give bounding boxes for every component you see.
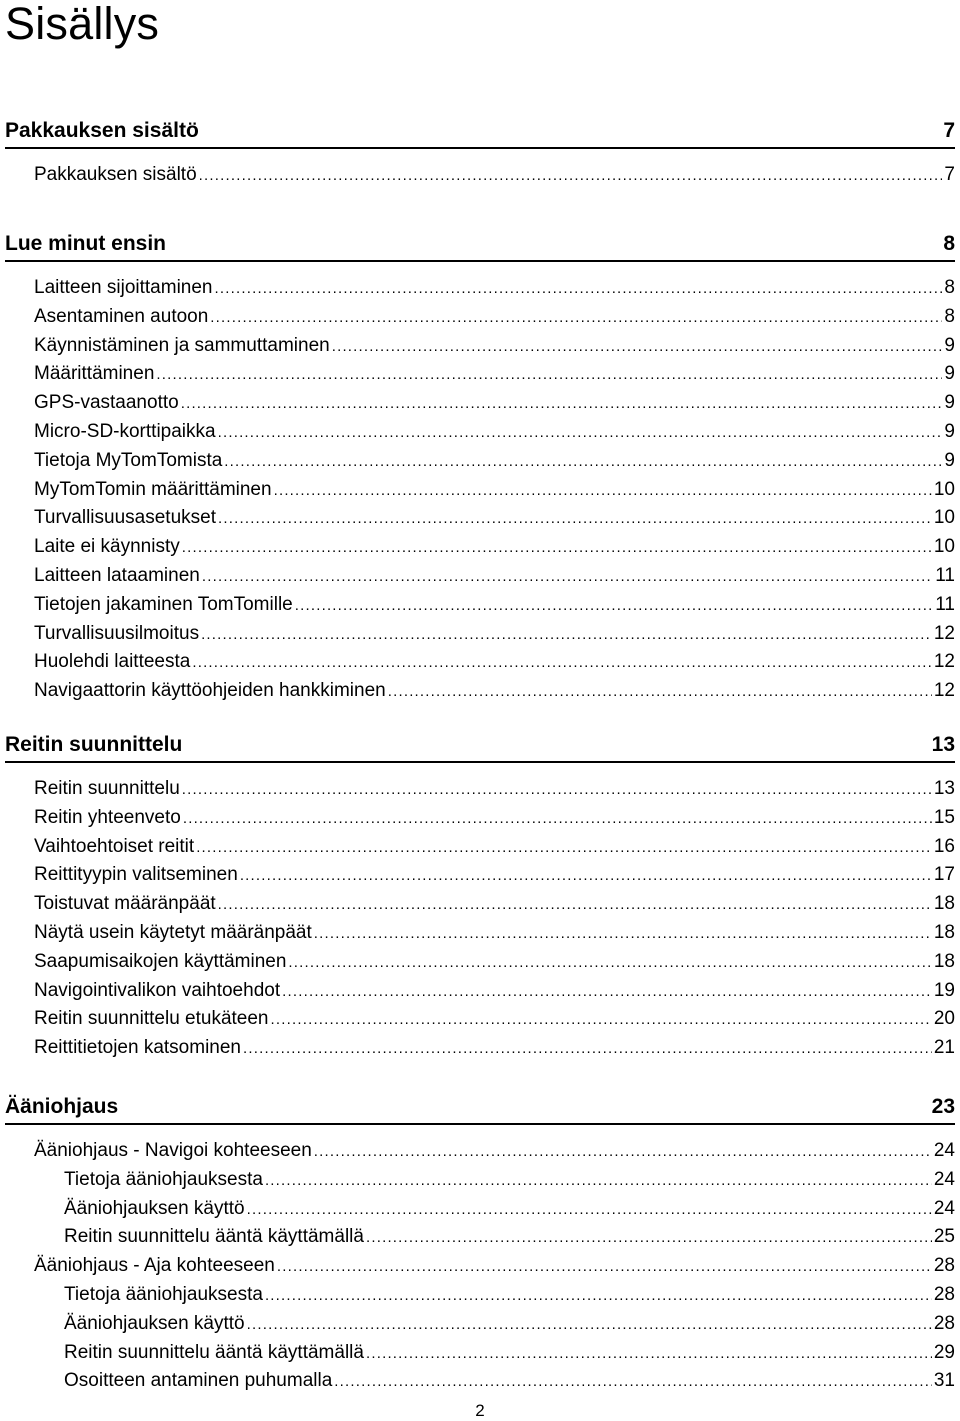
toc-entry-page: 29	[933, 1341, 955, 1363]
dot-leader	[334, 1367, 932, 1396]
dot-leader	[388, 677, 932, 706]
toc-entry[interactable]	[5, 1252, 955, 1281]
toc-entry-label: Reittityypin valitseminen	[34, 864, 238, 886]
toc-entry-label: Osoitteen antaminen puhumalla	[64, 1370, 333, 1392]
dot-leader	[265, 1281, 932, 1310]
toc-entry-page: 12	[933, 622, 955, 644]
toc-entry-label: Micro-SD-korttipaikka	[34, 420, 216, 442]
toc-entry-page: 25	[933, 1226, 955, 1248]
toc-section	[5, 1093, 955, 1396]
toc-entry[interactable]	[5, 1034, 955, 1063]
dot-leader	[247, 1195, 932, 1224]
toc-entry-label: Toistuvat määränpäät	[34, 893, 216, 915]
toc-entry-label: Navigointivalikon vaihtoehdot	[34, 979, 281, 1001]
section-title: Lue minut ensin	[5, 232, 167, 255]
toc-section	[5, 731, 955, 1063]
toc-entry-label: Turvallisuusasetukset	[34, 507, 216, 529]
page-title: Sisällys	[5, 0, 160, 49]
dot-leader	[243, 1034, 932, 1063]
toc-entry-page: 9	[944, 420, 955, 442]
dot-leader	[196, 833, 932, 862]
section-page-number: 8	[943, 232, 955, 255]
toc-entry-label: Laite ei käynnisty	[34, 536, 180, 558]
toc-section	[5, 230, 955, 706]
toc-entry[interactable]	[5, 833, 955, 862]
toc-subentry[interactable]	[5, 1339, 955, 1368]
toc-entry-label: Laitteen lataaminen	[34, 564, 200, 586]
toc-entry-page: 20	[933, 1008, 955, 1030]
dot-leader	[218, 504, 932, 533]
section-title: Reitin suunnittelu	[5, 733, 183, 756]
toc-entry[interactable]	[5, 861, 955, 890]
toc-entry-label: Tietoja MyTomTomista	[34, 449, 223, 471]
dot-leader	[218, 418, 943, 447]
toc-entry-page: 28	[933, 1255, 955, 1277]
toc-entry[interactable]	[5, 504, 955, 533]
toc-entry-page: 8	[944, 305, 955, 327]
toc-entry[interactable]	[5, 919, 955, 948]
toc-entry-page: 10	[933, 536, 955, 558]
toc-entry-page: 9	[944, 449, 955, 471]
section-title: Pakkauksen sisältö	[5, 119, 199, 142]
section-heading[interactable]	[5, 1093, 955, 1125]
toc-entry-list	[5, 274, 955, 706]
toc-entry-label: Reitin suunnittelu	[34, 778, 180, 799]
toc-subentry[interactable]	[5, 1166, 955, 1195]
dot-leader	[156, 360, 942, 389]
toc-entry-label: Vaihtoehtoiset reitit	[34, 835, 195, 857]
toc-entry[interactable]	[5, 677, 955, 706]
section-page-number: 7	[943, 119, 955, 142]
dot-leader	[314, 1137, 932, 1166]
dot-leader	[282, 977, 932, 1006]
toc-entry-label: Reitin suunnittelu etukäteen	[34, 1008, 269, 1030]
toc-subentry[interactable]	[5, 1367, 955, 1396]
toc-entry-page: 10	[933, 478, 955, 500]
toc-entry-label: MyTomTomin määrittäminen	[34, 478, 272, 500]
toc-entry[interactable]	[5, 389, 955, 418]
toc-entry-page: 18	[933, 893, 955, 915]
toc-entry-label: Tietoja ääniohjauksesta	[64, 1168, 263, 1190]
toc-entry-page: 12	[933, 680, 955, 702]
dot-leader	[199, 161, 943, 190]
toc-entry-page: 31	[933, 1370, 955, 1392]
toc-entry-page: 16	[933, 835, 955, 857]
dot-leader	[182, 775, 932, 804]
toc-entry[interactable]	[5, 804, 955, 833]
toc-entry-page: 19	[933, 979, 955, 1001]
toc-section	[5, 117, 955, 190]
toc-entry[interactable]	[5, 274, 955, 303]
toc-entry-page: 10	[933, 507, 955, 529]
dot-leader	[314, 919, 932, 948]
dot-leader	[332, 332, 943, 361]
toc-entry[interactable]	[5, 1005, 955, 1034]
toc-entry-page: 9	[944, 334, 955, 356]
toc-entry-page: 17	[933, 864, 955, 886]
dot-leader	[295, 591, 934, 620]
toc-entry[interactable]	[5, 948, 955, 977]
toc-entry-label: Reitin suunnittelu ääntä käyttämällä	[64, 1226, 364, 1248]
toc-entry-label: Tietojen jakaminen TomTomille	[34, 593, 293, 615]
toc-subentry[interactable]	[5, 1223, 955, 1252]
toc-entry-label: Laitteen sijoittaminen	[34, 277, 213, 298]
dot-leader	[215, 274, 943, 303]
dot-leader	[202, 562, 933, 591]
toc-entry-label: Saapumisaikojen käyttäminen	[34, 950, 287, 972]
section-title: Ääniohjaus	[5, 1095, 119, 1118]
toc-entry[interactable]	[5, 303, 955, 332]
dot-leader	[288, 948, 931, 977]
toc-entry[interactable]	[5, 591, 955, 620]
toc-entry-page: 11	[935, 593, 955, 615]
toc-entry[interactable]	[5, 890, 955, 919]
dot-leader	[181, 389, 943, 418]
section-heading[interactable]	[5, 731, 955, 763]
toc-entry-page: 7	[944, 164, 955, 185]
section-heading[interactable]	[5, 117, 955, 149]
toc-entry-page: 12	[933, 651, 955, 673]
toc-entry-page: 24	[933, 1168, 955, 1190]
section-page-number: 23	[931, 1095, 955, 1118]
toc-entry-label: Pakkauksen sisältö	[34, 164, 197, 185]
toc-entry-label: Käynnistäminen ja sammuttaminen	[34, 334, 330, 356]
toc-entry[interactable]	[5, 775, 955, 804]
dot-leader	[274, 476, 932, 505]
toc-entry-label: Reitin yhteenveto	[34, 806, 181, 828]
toc-entry-page: 9	[944, 363, 955, 385]
dot-leader	[224, 447, 942, 476]
toc-entry-page: 9	[944, 392, 955, 414]
toc-entry[interactable]	[5, 648, 955, 677]
toc-entry[interactable]	[5, 161, 955, 190]
dot-leader	[201, 620, 932, 649]
toc-entry-label: Reitin suunnittelu ääntä käyttämällä	[64, 1341, 364, 1363]
toc-entry-page: 28	[933, 1283, 955, 1305]
toc-entry-label: Navigaattorin käyttöohjeiden hankkiminen	[34, 680, 386, 702]
toc-entry-page: 18	[933, 921, 955, 943]
toc-entry[interactable]	[5, 332, 955, 361]
toc-entry[interactable]	[5, 533, 955, 562]
toc-entry-page: 8	[944, 277, 955, 298]
toc-entry-label: Reittitietojen katsominen	[34, 1037, 241, 1059]
dot-leader	[247, 1310, 932, 1339]
toc-entry[interactable]	[5, 476, 955, 505]
dot-leader	[192, 648, 932, 677]
toc-entry[interactable]	[5, 977, 955, 1006]
toc-entry-page: 28	[933, 1312, 955, 1334]
toc-entry-page: 15	[933, 806, 955, 828]
dot-leader	[277, 1252, 932, 1281]
section-heading[interactable]	[5, 230, 955, 262]
dot-leader	[265, 1166, 932, 1195]
toc-entry-label: Ääniohjauksen käyttö	[64, 1312, 245, 1334]
toc-subentry[interactable]	[5, 1195, 955, 1224]
toc-entry-label: Ääniohjaus - Navigoi kohteeseen	[34, 1140, 312, 1161]
dot-leader	[240, 861, 932, 890]
toc-entry-label: Ääniohjauksen käyttö	[64, 1197, 245, 1219]
toc-entry[interactable]	[5, 1137, 955, 1166]
toc-entry-list	[5, 161, 955, 190]
toc-entry-page: 11	[935, 564, 955, 586]
toc-entry-label: Ääniohjaus - Aja kohteeseen	[34, 1255, 275, 1277]
page-number: 2	[475, 1401, 485, 1420]
toc-entry-label: GPS-vastaanotto	[34, 392, 179, 414]
toc-entry-page: 13	[933, 778, 955, 799]
toc-subentry[interactable]	[5, 1281, 955, 1310]
toc-entry-list	[5, 775, 955, 1063]
toc-entry-label: Turvallisuusilmoitus	[34, 622, 200, 644]
toc-entry[interactable]	[5, 418, 955, 447]
toc-entry-label: Huolehdi laitteesta	[34, 651, 191, 673]
dot-leader	[271, 1005, 932, 1034]
toc-entry-page: 24	[933, 1140, 955, 1161]
toc-entry-list	[5, 1137, 955, 1396]
toc-entry-label: Määrittäminen	[34, 363, 155, 385]
dot-leader	[218, 890, 932, 919]
toc-entry[interactable]	[5, 562, 955, 591]
toc-entry-page: 24	[933, 1197, 955, 1219]
toc-entry[interactable]	[5, 360, 955, 389]
toc-entry-page: 18	[933, 950, 955, 972]
toc-entry-label: Näytä usein käytetyt määränpäät	[34, 921, 312, 943]
dot-leader	[366, 1223, 932, 1252]
section-page-number: 13	[931, 733, 955, 756]
toc-entry-label: Tietoja ääniohjauksesta	[64, 1283, 263, 1305]
dot-leader	[183, 804, 932, 833]
toc-entry-label: Asentaminen autoon	[34, 305, 209, 327]
toc-subentry[interactable]	[5, 1310, 955, 1339]
toc-entry[interactable]	[5, 447, 955, 476]
dot-leader	[210, 303, 942, 332]
dot-leader	[366, 1339, 932, 1368]
dot-leader	[182, 533, 932, 562]
toc-entry-page: 21	[933, 1037, 955, 1059]
toc-entry[interactable]	[5, 620, 955, 649]
